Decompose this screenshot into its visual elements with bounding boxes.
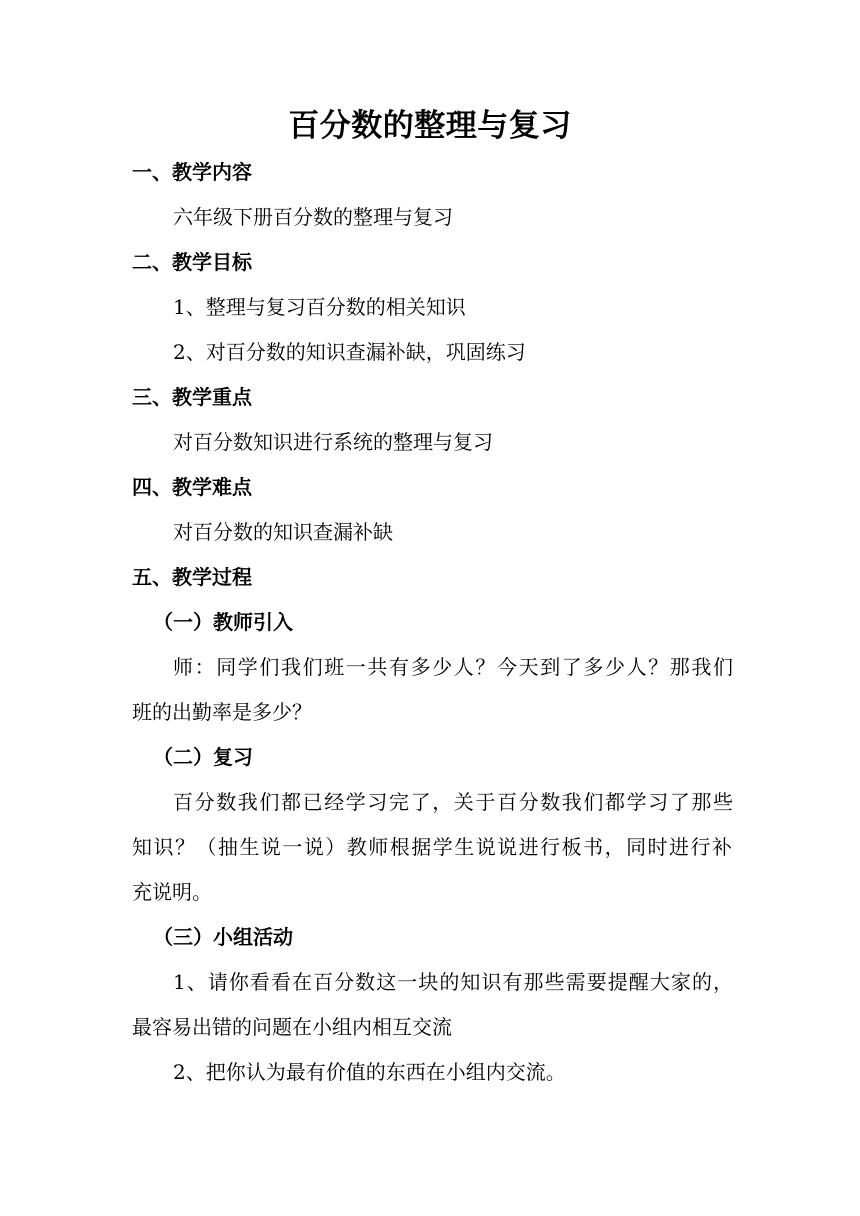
- subsection-heading-group: （三）小组活动: [153, 925, 293, 949]
- review-paragraph-line: 知识？（抽生说一说）教师根据学生说说进行板书，同时进行补: [132, 835, 732, 859]
- group-paragraph-line: 2、把你认为最有价值的东西在小组内交流。: [173, 1060, 566, 1084]
- document-title: 百分数的整理与复习: [288, 108, 572, 144]
- group-paragraph-line: 1、请你看看在百分数这一块的知识有那些需要提醒大家的，: [173, 970, 733, 994]
- intro-paragraph-line: 班的出勤率是多少？: [132, 700, 312, 724]
- review-paragraph-line: 百分数我们都已经学习完了，关于百分数我们都学习了那些: [173, 790, 733, 814]
- goal-item: 2、对百分数的知识查漏补缺，巩固练习: [173, 340, 526, 364]
- subsection-heading-review: （二）复习: [153, 745, 253, 769]
- subsection-heading-intro: （一）教师引入: [153, 610, 293, 634]
- section-heading-content: 一、教学内容: [132, 160, 252, 184]
- content-text: 六年级下册百分数的整理与复习: [173, 205, 453, 229]
- key-point-text: 对百分数知识进行系统的整理与复习: [173, 430, 493, 454]
- section-heading-goals: 二、教学目标: [132, 250, 252, 274]
- difficulty-text: 对百分数的知识查漏补缺: [173, 520, 393, 544]
- section-heading-key-point: 三、教学重点: [132, 385, 252, 409]
- review-paragraph-line: 充说明。: [132, 880, 212, 904]
- intro-paragraph-line: 师：同学们我们班一共有多少人？今天到了多少人？那我们: [173, 655, 733, 679]
- section-heading-difficulty: 四、教学难点: [132, 475, 252, 499]
- group-paragraph-line: 最容易出错的问题在小组内相互交流: [132, 1015, 452, 1039]
- section-heading-process: 五、教学过程: [132, 565, 252, 589]
- goal-item: 1、整理与复习百分数的相关知识: [173, 295, 466, 319]
